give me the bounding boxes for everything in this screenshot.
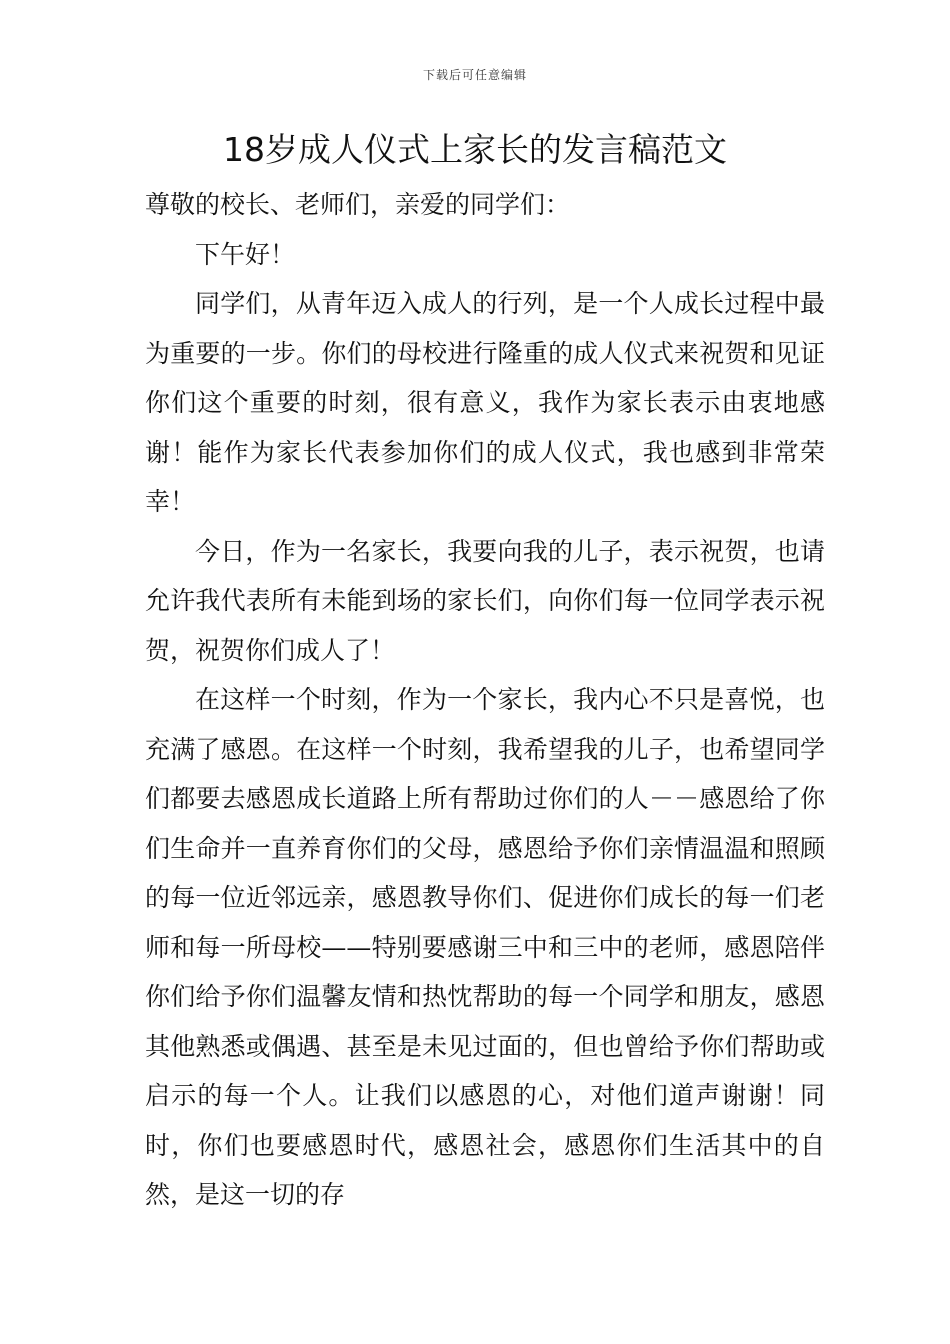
document-title: 18岁成人仪式上家长的发言稿范文 [223,130,727,169]
salutation: 尊敬的校长、老师们，亲爱的同学们： [145,190,571,219]
paragraph-1: 同学们，从青年迈入成人的行列，是一个人成长过程中最为重要的一步。你们的母校进行隆重的成人仪式来祝贺和见证你们这个重要的时刻，很有意义，我作为家长表示由衷地感谢！能作为家长代表参加你们的成人仪式，我也感到非常荣幸！ [145,289,825,516]
paragraph-3: 在这样一个时刻，作为一个家长，我内心不只是喜悦，也充满了感恩。在这样一个时刻，我希望我的儿子，也希望同学们都要去感恩成长道路上所有帮助过你们的人－－感恩给了你们生命并一直养育你们的父母，感恩给予你们亲情温温和照顾的每一位近邻远亲，感恩教导你们、促进你们成长的每一们老师和每一所母校——特别要感谢三中和三中的老师，感恩陪伴你们给予你们温馨友情和热忱帮助的每一个同学和朋友，感恩其他熟悉或偶遇、甚至是未见过面的，但也曾给予你们帮助或启示的每一个人。让我们以感恩的心，对他们道声谢谢！同时，你们也要感恩时代，感恩社会，感恩你们生活其中的自然，是这一切的存 [145,685,825,1209]
document-body [145,180,825,1220]
paragraph-2: 今日，作为一名家长，我要向我的儿子，表示祝贺，也请允许我代表所有未能到场的家长们，向你们每一位同学表示祝贺，祝贺你们成人了！ [145,536,825,665]
paragraph-greeting: 下午好！ [195,239,296,269]
header-note: 下载后可任意编辑 [422,68,527,82]
